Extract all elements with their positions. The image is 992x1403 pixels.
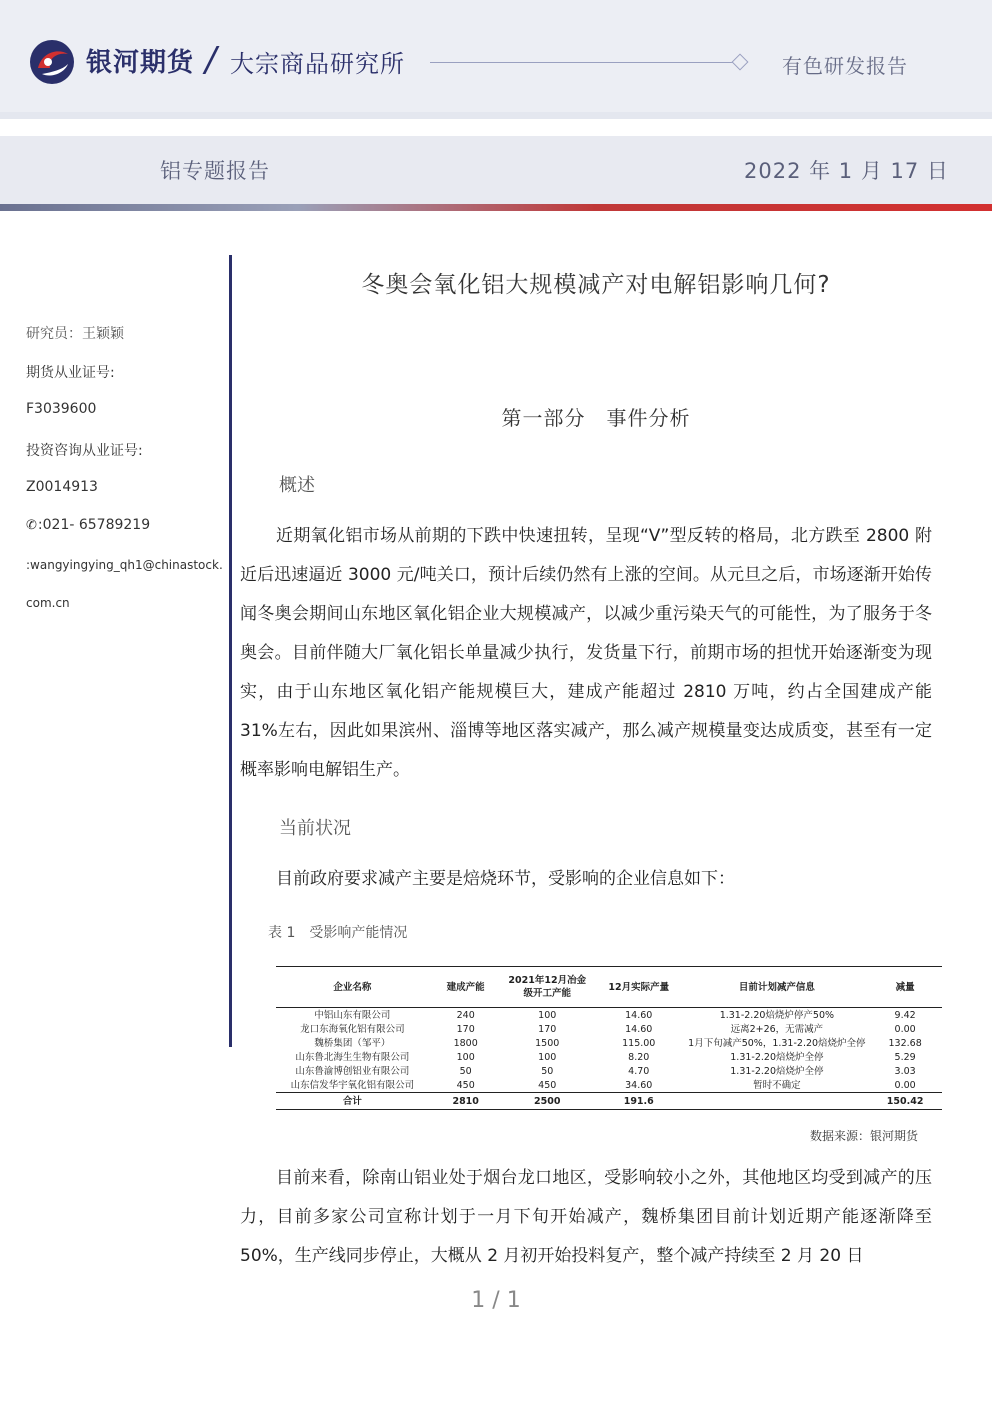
phone-icon: ✆ — [26, 518, 37, 533]
paragraph-analysis: 目前来看，除南山铝业处于烟台龙口地区，受影响较小之外，其他地区均受到减产的压力，目前多家公司宣称计划于一月下旬开始减产，魏桥集团目前计划近期产能逐渐降至 50%，生产线同步停止，大概从 2 月初开始投料复产，整个减产持续至 2 月 20 日 — [240, 1168, 932, 1266]
page-indicator — [0, 1288, 992, 1313]
table-cell: 1.31-2.20焙烧炉全停 — [730, 1065, 824, 1077]
table-header: 建成产能 — [429, 967, 503, 1008]
table-cell: 中铝山东有限公司 — [314, 1009, 391, 1021]
brand-separator: / — [205, 40, 217, 80]
table-cell: 龙口东海氧化铝有限公司 — [300, 1023, 405, 1035]
paragraph-status-intro: 目前政府要求减产主要是焙烧环节，受影响的企业信息如下： — [276, 869, 735, 889]
header-divider-gap — [0, 122, 992, 136]
page-total: 1 — [506, 1288, 521, 1313]
table-caption: 表 1 受影响产能情况 — [268, 925, 408, 941]
table-cell: 8.20 — [628, 1051, 650, 1063]
table-cell: 115.00 — [622, 1037, 656, 1049]
table-cell: 450 — [456, 1079, 475, 1091]
capacity-table — [276, 966, 942, 1110]
table-cell: 暂时不确定 — [753, 1079, 801, 1091]
table-cell: 170 — [538, 1023, 557, 1035]
invest-cert-label: 投资咨询从业证号: — [26, 443, 143, 459]
table-header: 12月实际产量 — [592, 967, 686, 1008]
invest-cert-number: Z0014913 — [26, 479, 98, 495]
table-cell: 132.68 — [888, 1037, 922, 1049]
company-logo-icon — [28, 38, 78, 86]
table-cell: 34.60 — [625, 1079, 653, 1091]
subheader-accent-bar — [0, 204, 992, 211]
table-cell: 1.31-2.20焙烧炉全停 — [730, 1051, 824, 1063]
table-cell: 山东信发华宇氧化铝有限公司 — [290, 1079, 415, 1091]
table-cell: 2810 — [429, 1093, 503, 1110]
table-cell: 1.31-2.20焙烧炉停产50% — [719, 1009, 835, 1021]
header-divider — [0, 112, 992, 119]
table-cell: 100 — [538, 1051, 557, 1063]
sidebar-divider — [229, 255, 232, 1047]
table-cell: 1500 — [535, 1037, 560, 1049]
table-cell: 远离2+26，无需减产 — [730, 1023, 824, 1035]
table-row — [276, 1050, 942, 1064]
table-row — [276, 1008, 942, 1023]
table-cell: 4.70 — [628, 1065, 650, 1077]
section-heading-overview: 概述 — [279, 475, 315, 496]
table-cell: 50 — [541, 1065, 554, 1077]
table-cell: 150.42 — [868, 1093, 942, 1110]
researcher-name: 研究员：王颖颖 — [26, 326, 124, 342]
email-contact: :wangyingying_qh1@chinastock.com.cn — [26, 558, 223, 610]
table-cell: 50 — [459, 1065, 472, 1077]
paragraph-overview: 近期氧化铝市场从前期的下跌中快速扭转，呈现“V”型反转的格局，北方跌至 2800 附近后迅速逼近 3000 元/吨关口，预计后续仍然有上涨的空间。从元旦之后，市场逐渐开始传闻冬奥会期间山东地区氧化铝企业大规模减产，以减少重污染天气的可能性，为了服务于冬奥会。目前伴随大厂氧化铝长单量减少执行，发货量下行，前期市场的担忧开始逐渐变为现实，由于山东地区氧化铝产能规模巨大，建成产能超过 2810 万吨，约占全国建成产能 31%左右，因此如果滨州、淄博等地区落实减产，那么减产规模量变达成质变，甚至有一定概率影响电解铝生产。 — [240, 526, 932, 780]
table-header: 企业名称 — [276, 967, 429, 1008]
brand-name: 银河期货 — [86, 48, 195, 78]
table-cell: 0.00 — [894, 1079, 916, 1091]
table-header: 2021年12月冶金级开工产能 — [503, 967, 592, 1008]
table-total-row — [276, 1093, 942, 1110]
table-header: 减量 — [868, 967, 942, 1008]
section-heading-status: 当前状况 — [279, 818, 351, 839]
table-cell: 1月下旬减产50%，1.31-2.20焙烧炉全停 — [688, 1037, 866, 1049]
futures-cert-label: 期货从业证号: — [26, 365, 115, 381]
table-cell: 3.03 — [894, 1065, 916, 1077]
table-cell: 170 — [456, 1023, 475, 1035]
table-cell — [685, 1093, 868, 1110]
table-row — [276, 1064, 942, 1078]
page-current: 1 — [471, 1288, 486, 1313]
table-cell: 山东鲁北海生生物有限公司 — [295, 1051, 410, 1063]
table-header: 目前计划减产信息 — [685, 967, 868, 1008]
decorative-line — [430, 62, 735, 63]
table-cell: 191.6 — [592, 1093, 686, 1110]
table-cell: 14.60 — [625, 1009, 653, 1021]
report-title: 冬奥会氧化铝大规模减产对电解铝影响几何? — [361, 272, 831, 298]
table-cell: 14.60 — [625, 1023, 653, 1035]
table-header-row — [276, 967, 942, 1008]
table-cell: 0.00 — [894, 1023, 916, 1035]
table-row — [276, 1036, 942, 1050]
table-cell: 9.42 — [894, 1009, 916, 1021]
institute-name: 大宗商品研究所 — [230, 50, 405, 78]
table-cell: 山东鲁渝博创铝业有限公司 — [295, 1065, 410, 1077]
table-row — [276, 1078, 942, 1093]
page-separator: / — [485, 1288, 507, 1313]
table-cell: 240 — [456, 1009, 475, 1021]
report-date: 2022 年 1 月 17 日 — [744, 159, 949, 183]
report-type: 有色研发报告 — [782, 54, 908, 78]
table-cell: 2500 — [503, 1093, 592, 1110]
table-cell: 100 — [456, 1051, 475, 1063]
table-cell: 魏桥集团（邹平） — [314, 1037, 391, 1049]
table-cell: 合计 — [276, 1093, 429, 1110]
phone-number: :021- 65789219 — [37, 517, 151, 533]
table-cell: 1800 — [453, 1037, 478, 1049]
table-source: 数据来源：银河期货 — [810, 1129, 919, 1143]
table-cell: 100 — [538, 1009, 557, 1021]
report-topic: 铝专题报告 — [160, 159, 270, 183]
part-title: 第一部分 事件分析 — [501, 406, 691, 430]
table-cell: 5.29 — [894, 1051, 916, 1063]
futures-cert-number: F3039600 — [26, 401, 97, 417]
table-row — [276, 1022, 942, 1036]
phone-contact — [26, 517, 150, 533]
table-cell: 450 — [538, 1079, 557, 1091]
